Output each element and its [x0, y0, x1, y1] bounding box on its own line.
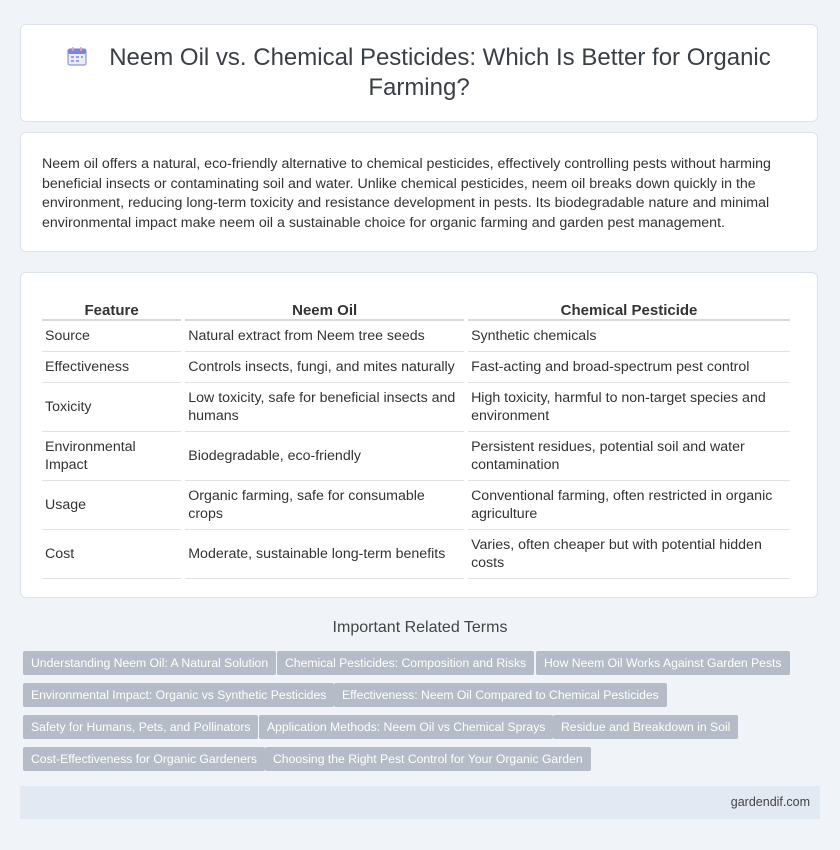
header-chemical-pesticide: Chemical Pesticide [468, 294, 790, 321]
header-neem-oil: Neem Oil [185, 294, 464, 321]
table-cell: High toxicity, harmful to non-target species and environment [468, 383, 790, 432]
related-tag[interactable]: Choosing the Right Pest Control for Your Organic Garden [265, 747, 591, 771]
related-tag[interactable]: Chemical Pesticides: Composition and Risks [277, 651, 534, 675]
table-cell: Moderate, sustainable long-term benefits [185, 530, 464, 579]
related-tag[interactable]: Environmental Impact: Organic vs Synthetic Pesticides [23, 683, 334, 707]
table-cell: Source [42, 321, 181, 352]
related-terms-heading: Important Related Terms [332, 619, 508, 636]
related-tag[interactable]: Understanding Neem Oil: A Natural Solution [23, 651, 276, 675]
table-cell: Persistent residues, potential soil and water contamination [468, 432, 790, 481]
footer-site-link[interactable]: gardendif.com [730, 795, 810, 809]
page-title [21, 43, 817, 103]
table-header-row [42, 294, 790, 321]
table-cell: Toxicity [42, 383, 181, 432]
table-row [42, 352, 790, 383]
related-tag[interactable]: How Neem Oil Works Against Garden Pests [536, 651, 790, 675]
related-tag[interactable]: Residue and Breakdown in Soil [553, 715, 738, 739]
table-row [42, 432, 790, 481]
table-cell: Effectiveness [42, 352, 181, 383]
table-row [42, 530, 790, 579]
table-cell: Low toxicity, safe for beneficial insects and humans [185, 383, 464, 432]
table-row [42, 383, 790, 432]
comparison-table [38, 294, 794, 579]
related-tag[interactable]: Effectiveness: Neem Oil Compared to Chemical Pesticides [334, 683, 667, 707]
calendar-icon [67, 44, 87, 64]
table-cell: Fast-acting and broad-spectrum pest control [468, 352, 790, 383]
table-cell: Biodegradable, eco-friendly [185, 432, 464, 481]
intro-card [20, 132, 818, 252]
comparison-card [20, 272, 818, 598]
table-row [42, 481, 790, 530]
related-tag[interactable]: Cost-Effectiveness for Organic Gardeners [23, 747, 265, 771]
table-cell: Environmental Impact [42, 432, 181, 481]
title-card [20, 24, 818, 122]
header-feature: Feature [42, 294, 181, 321]
table-row [42, 321, 790, 352]
related-tag[interactable]: Safety for Humans, Pets, and Pollinators [23, 715, 258, 739]
table-cell: Natural extract from Neem tree seeds [185, 321, 464, 352]
table-cell: Usage [42, 481, 181, 530]
table-cell: Cost [42, 530, 181, 579]
table-cell: Varies, often cheaper but with potential hidden costs [468, 530, 790, 579]
table-cell: Organic farming, safe for consumable crops [185, 481, 464, 530]
footer [20, 786, 820, 819]
table-cell: Synthetic chemicals [468, 321, 790, 352]
intro-paragraph: Neem oil offers a natural, eco-friendly alternative to chemical pesticides, effectively controlling pests without harming beneficial insects or contaminating soil and water. Unlike chemical pesticides, neem oil breaks down quickly in the environment, reducing long-term toxicity and resistance development in pests. Its biodegradable nature and minimal environmental impact make neem oil a sustainable choice for organic farming and garden pest management. [42, 156, 771, 231]
table-cell: Conventional farming, often restricted in organic agriculture [468, 481, 790, 530]
table-cell: Controls insects, fungi, and mites naturally [185, 352, 464, 383]
related-tag[interactable]: Application Methods: Neem Oil vs Chemical Sprays [259, 715, 553, 739]
page-title-text: Neem Oil vs. Chemical Pesticides: Which Is Better for Organic Farming? [109, 44, 771, 101]
